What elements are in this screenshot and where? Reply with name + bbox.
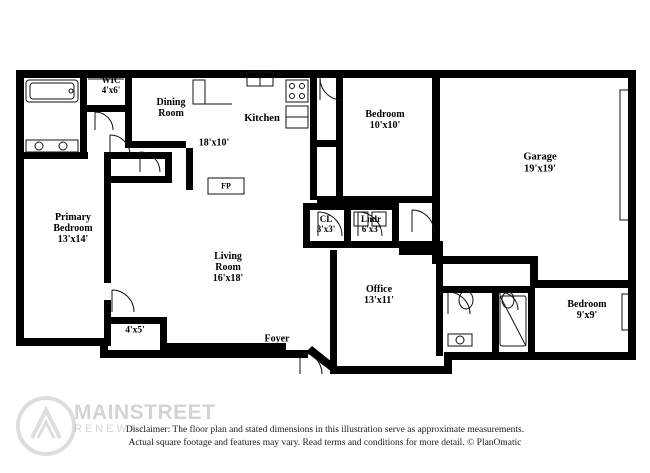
wall-hall-top xyxy=(104,152,172,159)
wall-left-upper xyxy=(16,70,24,156)
wall-bedroom3-top xyxy=(530,280,636,288)
wall-top-left xyxy=(16,70,438,78)
wall-bath1-bottom xyxy=(24,152,88,159)
room-dimension: 6'x3' xyxy=(361,224,381,234)
wall-bedroom3-left xyxy=(528,286,535,356)
room-dimension: 19'x19' xyxy=(523,163,557,174)
room-dimension: 4'x6' xyxy=(101,85,121,95)
room-dimension: 18'x10' xyxy=(198,137,230,149)
wall-closet-4x5-right xyxy=(160,317,167,350)
disclaimer xyxy=(0,424,650,450)
wall-bath3-right xyxy=(492,292,499,356)
wall-top-right xyxy=(438,70,636,78)
room-name: Foyer xyxy=(264,333,290,345)
wall-right-lower xyxy=(628,240,636,360)
wall-primary-right xyxy=(104,183,111,283)
wall-office-left-top xyxy=(330,250,337,260)
room-dimension: 4'x5' xyxy=(125,325,145,336)
room-name: Primary xyxy=(54,212,92,224)
fireplace-label: FP xyxy=(221,181,231,191)
wall-hall-left xyxy=(104,159,111,177)
room-dimension: 16'x18' xyxy=(212,273,244,285)
room-name: Kitchen xyxy=(244,113,280,125)
wall-dining-right xyxy=(186,148,193,190)
room-name: Room xyxy=(158,108,184,119)
room-name: Bedroom xyxy=(365,108,405,120)
room-name: Bedroom xyxy=(567,298,607,310)
wall-kitchen-right-upper xyxy=(310,78,317,120)
wall-wic-right xyxy=(125,78,132,112)
wall-office-right xyxy=(436,286,443,356)
room-dimension: 13'x11' xyxy=(363,295,395,306)
room-name: WIC xyxy=(101,74,121,85)
room-name: Dining xyxy=(156,96,186,108)
wall-dining-bottom xyxy=(132,141,186,148)
wall-lndr-right xyxy=(392,203,399,247)
wall-hall-bottom xyxy=(104,176,172,183)
room-name: Room xyxy=(215,262,241,274)
wall-bottom-foyer xyxy=(100,350,300,358)
wall-closet-4x5-top xyxy=(104,317,166,324)
wall-right-upper xyxy=(628,70,636,240)
wall-bottom-right xyxy=(444,352,636,360)
room-name: Lndr xyxy=(360,213,382,224)
room-dimension: 9'x9' xyxy=(576,310,598,321)
wall-bath3-top xyxy=(443,286,535,293)
room-name: CL xyxy=(319,213,333,224)
disclaimer-line-1: Disclaimer: The floor plan and stated dimensions in this illustration serve as approximate measurements. xyxy=(125,425,525,435)
wall-cl-bottom xyxy=(303,241,399,248)
wall-foyer-top xyxy=(166,343,286,350)
wall-bath1-corner xyxy=(80,152,87,159)
room-dimension: 13'x14' xyxy=(57,234,89,246)
wall-cl-top xyxy=(303,203,399,210)
wall-left-lower xyxy=(16,156,24,346)
wall-bed1-left-lower xyxy=(336,140,343,200)
wall-garage-left xyxy=(432,78,440,260)
wall-hall2-top xyxy=(399,241,443,248)
room-dimension: 10'x10' xyxy=(369,120,401,131)
wall-bottom-office xyxy=(330,366,450,374)
room-dimension: 3'x3' xyxy=(316,224,336,234)
wall-bed1-left xyxy=(336,78,343,140)
wall-garage-bottom xyxy=(432,256,538,264)
wall-bottom-left xyxy=(16,338,108,346)
wall-wic-bottom xyxy=(80,105,132,112)
room-name: Bedroom xyxy=(53,223,93,235)
disclaimer-line-2: Actual square footage and features may vary. Read terms and conditions for more detail. © PlanOmatic xyxy=(128,437,522,448)
wall-kitchen-right-lower xyxy=(310,120,317,200)
wall-wic-left-b xyxy=(80,112,87,120)
wall-office-left xyxy=(330,250,337,368)
room-name: Garage xyxy=(523,151,557,163)
wall-bed1-bottom xyxy=(317,196,439,203)
room-name: Living xyxy=(214,251,242,263)
room-name: Office xyxy=(365,283,393,295)
